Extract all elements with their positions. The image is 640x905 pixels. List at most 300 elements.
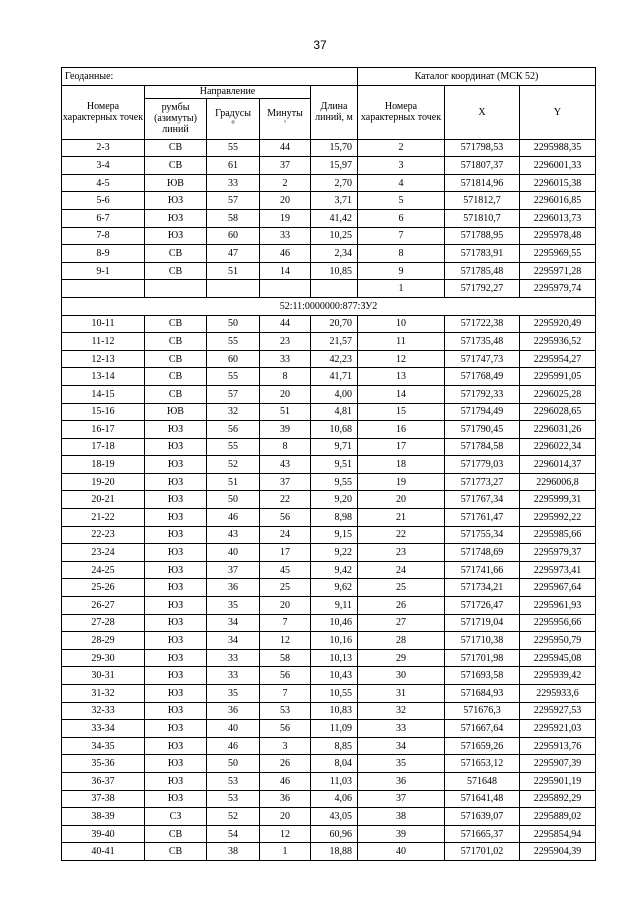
- point-number-cell: 21: [358, 509, 445, 527]
- degrees-cell: 51: [207, 262, 260, 280]
- segment-cell: 3-4: [62, 157, 145, 175]
- x-cell: 571810,7: [445, 209, 520, 227]
- rumb-cell: СЗ: [145, 808, 207, 826]
- rumb-cell: ЮЗ: [145, 192, 207, 210]
- segment-cell: 36-37: [62, 772, 145, 790]
- rumb-cell: ЮЗ: [145, 772, 207, 790]
- minutes-cell: 8: [260, 368, 311, 386]
- rumb-cell: СВ: [145, 385, 207, 403]
- degrees-cell: 55: [207, 333, 260, 351]
- length-cell: 9,22: [311, 544, 358, 562]
- length-cell: 18,88: [311, 843, 358, 861]
- degrees-cell: 61: [207, 157, 260, 175]
- degrees-cell: 58: [207, 209, 260, 227]
- rumb-cell: ЮЗ: [145, 667, 207, 685]
- y-cell: 2296016,85: [520, 192, 596, 210]
- degrees-cell: 50: [207, 491, 260, 509]
- length-cell: 4,06: [311, 790, 358, 808]
- point-number-cell: 38: [358, 808, 445, 826]
- section-title: 52:11:0000000:877:ЗУ2: [62, 297, 596, 315]
- length-cell: 2,34: [311, 245, 358, 263]
- minutes-cell: 56: [260, 720, 311, 738]
- minutes-cell: 24: [260, 526, 311, 544]
- y-cell: 2295991,05: [520, 368, 596, 386]
- degrees-cell: 46: [207, 737, 260, 755]
- minutes-cell: 7: [260, 685, 311, 703]
- degrees-cell: 33: [207, 667, 260, 685]
- table-row: [62, 526, 596, 544]
- y-cell: 2295992,22: [520, 509, 596, 527]
- y-cell: 2295950,79: [520, 632, 596, 650]
- minutes-header: [260, 98, 311, 139]
- numbers-right-header: Номера характерных точек: [358, 85, 445, 139]
- y-cell: 2295889,02: [520, 808, 596, 826]
- table-row: [62, 421, 596, 439]
- length-cell: 10,46: [311, 614, 358, 632]
- rumb-cell: ЮЗ: [145, 737, 207, 755]
- minutes-cell: 56: [260, 509, 311, 527]
- y-cell: 2296001,33: [520, 157, 596, 175]
- point-number-cell: 25: [358, 579, 445, 597]
- x-cell: 571684,93: [445, 685, 520, 703]
- length-cell: 4,81: [311, 403, 358, 421]
- x-cell: 571741,66: [445, 561, 520, 579]
- length-cell: 9,71: [311, 438, 358, 456]
- rumb-cell: ЮЗ: [145, 579, 207, 597]
- minutes-cell: 17: [260, 544, 311, 562]
- minutes-cell: 14: [260, 262, 311, 280]
- table-row: [62, 825, 596, 843]
- x-cell: 571639,07: [445, 808, 520, 826]
- table-row: [62, 544, 596, 562]
- table-row: [62, 491, 596, 509]
- x-header: X: [445, 85, 520, 139]
- degrees-cell: 57: [207, 192, 260, 210]
- rumb-cell: ЮЗ: [145, 473, 207, 491]
- catalog-heading: Каталог координат (МСК 52): [358, 68, 596, 86]
- point-number-cell: 19: [358, 473, 445, 491]
- y-cell: 2296014,37: [520, 456, 596, 474]
- table-row: [62, 473, 596, 491]
- degrees-cell: 40: [207, 544, 260, 562]
- x-cell: 571807,37: [445, 157, 520, 175]
- table-row: [62, 157, 596, 175]
- minutes-cell: 22: [260, 491, 311, 509]
- x-cell: 571773,27: [445, 473, 520, 491]
- table-row: [62, 262, 596, 280]
- y-cell: 2295956,66: [520, 614, 596, 632]
- length-cell: 9,55: [311, 473, 358, 491]
- x-cell: 571812,7: [445, 192, 520, 210]
- degrees-cell: 43: [207, 526, 260, 544]
- point-number-cell: 26: [358, 597, 445, 615]
- length-cell: 41,71: [311, 368, 358, 386]
- degrees-cell: 52: [207, 808, 260, 826]
- segment-cell: 32-33: [62, 702, 145, 720]
- y-cell: 2296022,34: [520, 438, 596, 456]
- segment-cell: 4-5: [62, 174, 145, 192]
- y-cell: 2295978,48: [520, 227, 596, 245]
- length-cell: 4,00: [311, 385, 358, 403]
- point-number-cell: 15: [358, 403, 445, 421]
- rumb-cell: ЮЗ: [145, 526, 207, 544]
- table-row: [62, 456, 596, 474]
- rumb-cell: СВ: [145, 843, 207, 861]
- length-cell: 9,11: [311, 597, 358, 615]
- point-number-cell: 11: [358, 333, 445, 351]
- length-cell: 43,05: [311, 808, 358, 826]
- minutes-cell: 7: [260, 614, 311, 632]
- rumb-cell: ЮВ: [145, 403, 207, 421]
- segment-cell: 27-28: [62, 614, 145, 632]
- degrees-cell: 47: [207, 245, 260, 263]
- length-cell: 10,25: [311, 227, 358, 245]
- length-cell: 15,97: [311, 157, 358, 175]
- rumb-cell: ЮЗ: [145, 561, 207, 579]
- segment-cell: 2-3: [62, 139, 145, 157]
- direction-header: Направление: [145, 85, 311, 98]
- rumb-cell: СВ: [145, 139, 207, 157]
- x-cell: 571814,96: [445, 174, 520, 192]
- y-cell: 2296031,26: [520, 421, 596, 439]
- table-row: [62, 632, 596, 650]
- length-cell: 8,04: [311, 755, 358, 773]
- rumb-cell: ЮЗ: [145, 790, 207, 808]
- point-number-cell: 33: [358, 720, 445, 738]
- table-row: [62, 192, 596, 210]
- length-cell: 20,70: [311, 315, 358, 333]
- x-cell: 571734,21: [445, 579, 520, 597]
- point-number-cell: 1: [358, 280, 445, 298]
- x-cell: 571783,91: [445, 245, 520, 263]
- minutes-cell: 3: [260, 737, 311, 755]
- y-cell: 2295854,94: [520, 825, 596, 843]
- x-cell: 571761,47: [445, 509, 520, 527]
- length-cell: 10,85: [311, 262, 358, 280]
- x-cell: 571748,69: [445, 544, 520, 562]
- table-row: [62, 755, 596, 773]
- length-cell: 60,96: [311, 825, 358, 843]
- rumb-cell: ЮЗ: [145, 649, 207, 667]
- x-cell: 571792,33: [445, 385, 520, 403]
- segment-cell: 40-41: [62, 843, 145, 861]
- table-row: [62, 227, 596, 245]
- point-number-cell: 22: [358, 526, 445, 544]
- y-header: Y: [520, 85, 596, 139]
- table-row: [62, 561, 596, 579]
- degrees-cell: 56: [207, 421, 260, 439]
- y-cell: 2295988,35: [520, 139, 596, 157]
- length-cell: 10,13: [311, 649, 358, 667]
- degrees-cell: 33: [207, 174, 260, 192]
- minutes-cell: 58: [260, 649, 311, 667]
- minutes-cell: 12: [260, 632, 311, 650]
- point-number-cell: 13: [358, 368, 445, 386]
- table-row: [62, 174, 596, 192]
- table-row: [62, 438, 596, 456]
- minutes-cell: 20: [260, 808, 311, 826]
- point-number-cell: 12: [358, 350, 445, 368]
- point-number-cell: 17: [358, 438, 445, 456]
- degrees-cell: 51: [207, 473, 260, 491]
- segment-cell: 10-11: [62, 315, 145, 333]
- y-cell: 2295933,6: [520, 685, 596, 703]
- point-number-cell: 31: [358, 685, 445, 703]
- rumb-cell: [145, 280, 207, 298]
- minutes-cell: 25: [260, 579, 311, 597]
- table-row: [62, 403, 596, 421]
- segment-cell: 35-36: [62, 755, 145, 773]
- length-cell: 9,62: [311, 579, 358, 597]
- segment-cell: 39-40: [62, 825, 145, 843]
- minutes-cell: 20: [260, 597, 311, 615]
- minutes-cell: 39: [260, 421, 311, 439]
- segment-cell: 11-12: [62, 333, 145, 351]
- y-cell: 2296006,8: [520, 473, 596, 491]
- length-cell: 3,71: [311, 192, 358, 210]
- y-cell: 2295939,42: [520, 667, 596, 685]
- x-cell: 571755,34: [445, 526, 520, 544]
- point-number-cell: 5: [358, 192, 445, 210]
- minutes-cell: 43: [260, 456, 311, 474]
- minutes-cell: [260, 280, 311, 298]
- length-cell: 8,98: [311, 509, 358, 527]
- point-number-cell: 23: [358, 544, 445, 562]
- minutes-cell: 44: [260, 139, 311, 157]
- degrees-cell: 53: [207, 772, 260, 790]
- rumb-cell: ЮЗ: [145, 456, 207, 474]
- x-cell: 571653,12: [445, 755, 520, 773]
- table-row: [62, 614, 596, 632]
- rumb-cell: ЮЗ: [145, 421, 207, 439]
- table-row: [62, 790, 596, 808]
- segment-cell: 21-22: [62, 509, 145, 527]
- segment-cell: 30-31: [62, 667, 145, 685]
- degrees-cell: 37: [207, 561, 260, 579]
- point-number-cell: 39: [358, 825, 445, 843]
- length-cell: 9,42: [311, 561, 358, 579]
- minutes-symbol: ': [284, 118, 286, 129]
- y-cell: 2295985,66: [520, 526, 596, 544]
- point-number-cell: 2: [358, 139, 445, 157]
- x-cell: 571722,38: [445, 315, 520, 333]
- degrees-cell: 53: [207, 790, 260, 808]
- rumb-cell: ЮЗ: [145, 509, 207, 527]
- point-number-cell: 30: [358, 667, 445, 685]
- minutes-cell: 23: [260, 333, 311, 351]
- table-row: [62, 315, 596, 333]
- point-number-cell: 14: [358, 385, 445, 403]
- degrees-label: Градусы: [215, 107, 251, 119]
- degrees-cell: 60: [207, 350, 260, 368]
- minutes-cell: 37: [260, 473, 311, 491]
- y-cell: 2295954,27: [520, 350, 596, 368]
- point-number-cell: 37: [358, 790, 445, 808]
- segment-cell: 6-7: [62, 209, 145, 227]
- rumb-cell: ЮЗ: [145, 544, 207, 562]
- minutes-cell: 44: [260, 315, 311, 333]
- segment-cell: 37-38: [62, 790, 145, 808]
- minutes-cell: 46: [260, 245, 311, 263]
- point-number-cell: 36: [358, 772, 445, 790]
- rumb-cell: ЮЗ: [145, 227, 207, 245]
- rumb-cell: ЮЗ: [145, 614, 207, 632]
- y-cell: 2295936,52: [520, 333, 596, 351]
- minutes-cell: 12: [260, 825, 311, 843]
- length-cell: 2,70: [311, 174, 358, 192]
- table-row: [62, 280, 596, 298]
- y-cell: 2295892,29: [520, 790, 596, 808]
- y-cell: 2295971,28: [520, 262, 596, 280]
- degrees-cell: 60: [207, 227, 260, 245]
- x-cell: 571701,98: [445, 649, 520, 667]
- minutes-cell: 33: [260, 227, 311, 245]
- rumb-cell: ЮЗ: [145, 702, 207, 720]
- minutes-cell: 1: [260, 843, 311, 861]
- table-row: [62, 685, 596, 703]
- degrees-cell: 38: [207, 843, 260, 861]
- table-row: [62, 772, 596, 790]
- length-cell: 8,85: [311, 737, 358, 755]
- segment-cell: 7-8: [62, 227, 145, 245]
- y-cell: 2295945,08: [520, 649, 596, 667]
- segment-cell: 31-32: [62, 685, 145, 703]
- rumb-cell: ЮЗ: [145, 632, 207, 650]
- x-cell: 571792,27: [445, 280, 520, 298]
- x-cell: 571790,45: [445, 421, 520, 439]
- x-cell: 571788,95: [445, 227, 520, 245]
- segment-cell: 34-35: [62, 737, 145, 755]
- minutes-cell: 56: [260, 667, 311, 685]
- point-number-cell: 4: [358, 174, 445, 192]
- length-cell: [311, 280, 358, 298]
- segment-cell: 12-13: [62, 350, 145, 368]
- y-cell: 2295999,31: [520, 491, 596, 509]
- length-cell: 10,43: [311, 667, 358, 685]
- segment-cell: 33-34: [62, 720, 145, 738]
- degrees-cell: 55: [207, 139, 260, 157]
- segment-cell: 17-18: [62, 438, 145, 456]
- degrees-cell: 40: [207, 720, 260, 738]
- x-cell: 571710,38: [445, 632, 520, 650]
- header-row-2: [62, 85, 596, 98]
- x-cell: 571785,48: [445, 262, 520, 280]
- y-cell: 2295920,49: [520, 315, 596, 333]
- length-cell: 9,15: [311, 526, 358, 544]
- point-number-cell: 20: [358, 491, 445, 509]
- y-cell: 2296013,73: [520, 209, 596, 227]
- degrees-cell: 57: [207, 385, 260, 403]
- geodata-heading: Геоданные:: [62, 68, 358, 86]
- x-cell: 571676,3: [445, 702, 520, 720]
- rumb-cell: ЮЗ: [145, 597, 207, 615]
- x-cell: 571784,58: [445, 438, 520, 456]
- degrees-cell: 50: [207, 755, 260, 773]
- x-cell: 571659,26: [445, 737, 520, 755]
- point-number-cell: 24: [358, 561, 445, 579]
- y-cell: 2295967,64: [520, 579, 596, 597]
- minutes-cell: 2: [260, 174, 311, 192]
- length-cell: 15,70: [311, 139, 358, 157]
- segment-cell: 28-29: [62, 632, 145, 650]
- header-row-1: [62, 68, 596, 86]
- y-cell: 2295904,39: [520, 843, 596, 861]
- table-row: [62, 245, 596, 263]
- x-cell: 571726,47: [445, 597, 520, 615]
- segment-cell: 22-23: [62, 526, 145, 544]
- table-row: [62, 737, 596, 755]
- length-cell: 42,23: [311, 350, 358, 368]
- x-cell: 571767,34: [445, 491, 520, 509]
- minutes-label: Минуты: [267, 107, 303, 119]
- degrees-cell: 54: [207, 825, 260, 843]
- segment-cell: 29-30: [62, 649, 145, 667]
- y-cell: 2295973,41: [520, 561, 596, 579]
- degrees-cell: 36: [207, 702, 260, 720]
- y-cell: 2295913,76: [520, 737, 596, 755]
- rumb-cell: ЮЗ: [145, 720, 207, 738]
- rumb-cell: СВ: [145, 262, 207, 280]
- y-cell: 2295907,39: [520, 755, 596, 773]
- minutes-cell: 45: [260, 561, 311, 579]
- segment-cell: 25-26: [62, 579, 145, 597]
- length-cell: 11,03: [311, 772, 358, 790]
- x-cell: 571648: [445, 772, 520, 790]
- minutes-cell: 53: [260, 702, 311, 720]
- segment-cell: 26-27: [62, 597, 145, 615]
- segment-cell: 38-39: [62, 808, 145, 826]
- segment-cell: 8-9: [62, 245, 145, 263]
- table-body: [62, 68, 596, 861]
- table-row: [62, 702, 596, 720]
- point-number-cell: 35: [358, 755, 445, 773]
- segment-cell: 13-14: [62, 368, 145, 386]
- segment-cell: 24-25: [62, 561, 145, 579]
- degrees-cell: 32: [207, 403, 260, 421]
- length-cell: 10,83: [311, 702, 358, 720]
- degrees-cell: 52: [207, 456, 260, 474]
- rumb-cell: ЮЗ: [145, 491, 207, 509]
- point-number-cell: 7: [358, 227, 445, 245]
- table-row: [62, 597, 596, 615]
- rumb-cell: ЮЗ: [145, 209, 207, 227]
- point-number-cell: 16: [358, 421, 445, 439]
- y-cell: 2296028,65: [520, 403, 596, 421]
- minutes-cell: 46: [260, 772, 311, 790]
- point-number-cell: 28: [358, 632, 445, 650]
- y-cell: 2295901,19: [520, 772, 596, 790]
- table-row: [62, 720, 596, 738]
- table-row: [62, 350, 596, 368]
- degrees-cell: 46: [207, 509, 260, 527]
- segment-cell: 16-17: [62, 421, 145, 439]
- length-cell: 10,68: [311, 421, 358, 439]
- minutes-cell: 19: [260, 209, 311, 227]
- x-cell: 571667,64: [445, 720, 520, 738]
- segment-cell: 9-1: [62, 262, 145, 280]
- degrees-cell: 34: [207, 632, 260, 650]
- y-cell: 2295961,93: [520, 597, 596, 615]
- x-cell: 571719,04: [445, 614, 520, 632]
- length-cell: 9,20: [311, 491, 358, 509]
- segment-cell: [62, 280, 145, 298]
- point-number-cell: 10: [358, 315, 445, 333]
- x-cell: 571768,49: [445, 368, 520, 386]
- y-cell: 2295927,53: [520, 702, 596, 720]
- x-cell: 571641,48: [445, 790, 520, 808]
- rumb-cell: СВ: [145, 333, 207, 351]
- rumb-cell: СВ: [145, 315, 207, 333]
